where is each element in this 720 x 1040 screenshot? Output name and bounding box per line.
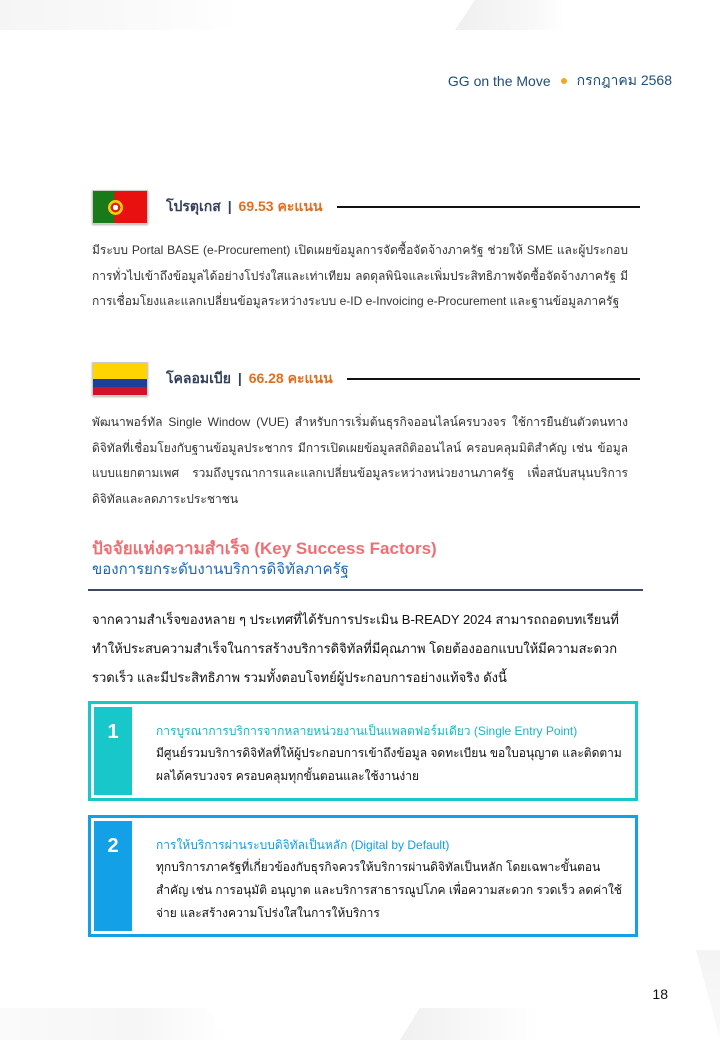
country-heading-colombia [92, 362, 640, 396]
country-title [166, 196, 323, 218]
country-description: พัฒนาพอร์ทัล Single Window (VUE) สำหรับการเริ่มต้นธุรกิจออนไลน์ครบวงจร ใช้การยืนยันตัวตนทางดิจิทัลที่เชื่อมโยงกับฐานข้อมูลประชากร มีการเปิดเผยข้อมูลสถิติออนไลน์ ครอบคลุมมิติสำคัญ เช่น ข้อมูลแบบแยกตามเพศ รวมถึงบูรณาการและแลกเปลี่ยนข้อมูลระหว่างหน่วยงานภาครัฐ เพื่อสนับสนุนบริการดิจิทัลและลดภาระประชาชน [92, 415, 628, 506]
country-heading-portugal [92, 190, 640, 224]
background-shape [400, 1008, 540, 1040]
background-shape [0, 0, 240, 30]
factor-card-1 [88, 701, 638, 801]
publication-title: GG on the Move [447, 73, 551, 89]
page-number: 18 [652, 986, 668, 1002]
background-shape [0, 1008, 230, 1040]
country-title [166, 368, 333, 390]
page-header [448, 70, 672, 92]
section-title: ปัจจัยแห่งความสำเร็จ (Key Success Factors) [92, 539, 437, 558]
factor-description: มีศูนย์รวมบริการดิจิทัลที่ให้ผู้ประกอบการเข้าถึงข้อมูล จดทะเบียน ขอใบอนุญาต และติดตามผลได้ครบวงจร ครอบคลุมทุกขั้นตอนและใช้งานง่าย [156, 746, 622, 783]
section-subtitle: ของการยกระดับงานบริการดิจิทัลภาครัฐ [92, 561, 349, 578]
divider-line [347, 378, 640, 380]
divider-line [337, 206, 640, 208]
portugal-flag-icon [92, 190, 148, 224]
country-description: มีระบบ Portal BASE (e-Procurement) เปิดเผยข้อมูลการจัดซื้อจัดจ้างภาครัฐ ช่วยให้ SME และผู้ประกอบการทั่วไปเข้าถึงข้อมูลได้อย่างโปร่งใสและเท่าเทียม ลดดุลพินิจและเพิ่มประสิทธิภาพจัดซื้อจัดจ้างภาครัฐ มีการเชื่อมโยงและแลกเปลี่ยนข้อมูลระหว่างระบบ e-ID e-Invoicing e-Procurement และฐานข้อมูลภาครัฐ [92, 243, 628, 308]
separator: | [227, 198, 232, 214]
factor-number: 2 [94, 821, 132, 931]
factor-title: การให้บริการผ่านระบบดิจิทัลเป็นหลัก (Digital by Default) [156, 838, 450, 852]
bullet-dot-icon [561, 78, 567, 84]
country-score: 69.53 คะแนน [238, 198, 323, 214]
factor-body [132, 704, 635, 798]
factor-card-2 [88, 815, 638, 937]
separator: | [237, 370, 242, 386]
country-score: 66.28 คะแนน [248, 370, 333, 386]
factor-number: 1 [94, 707, 132, 795]
background-shape [455, 0, 565, 30]
country-name: โปรตุเกส [166, 198, 221, 214]
factor-title: การบูรณาการบริการจากหลายหน่วยงานเป็นแพลตฟอร์มเดียว (Single Entry Point) [156, 724, 578, 738]
colombia-flag-icon [92, 362, 148, 396]
factor-description: ทุกบริการภาครัฐที่เกี่ยวข้องกับธุรกิจควรให้บริการผ่านดิจิทัลเป็นหลัก โดยเฉพาะขั้นตอนสำคัญ เช่น การอนุมัติ อนุญาต และบริการสาธารณูปโภค เพื่อความสะดวก รวดเร็ว ลดค่าใช้จ่าย และสร้างความโปร่งใสในการให้บริการ [156, 860, 622, 920]
section-divider [88, 589, 643, 591]
factor-body [132, 818, 635, 934]
country-name: โคลอมเบีย [166, 370, 231, 386]
issue-date: กรกฎาคม 2568 [576, 72, 672, 88]
background-shape [690, 950, 720, 1040]
intro-paragraph: จากความสำเร็จของหลาย ๆ ประเทศที่ได้รับการประเมิน B-READY 2024 สามารถถอดบทเรียนที่ทำให้ประสบความสำเร็จในการสร้างบริการดิจิทัลที่มีคุณภาพ โดยต้องออกแบบให้มีความสะดวก รวดเร็ว และมีประสิทธิภาพ รวมทั้งตอบโจทย์ผู้ประกอบการอย่างแท้จริง ดังนี้ [92, 612, 619, 685]
